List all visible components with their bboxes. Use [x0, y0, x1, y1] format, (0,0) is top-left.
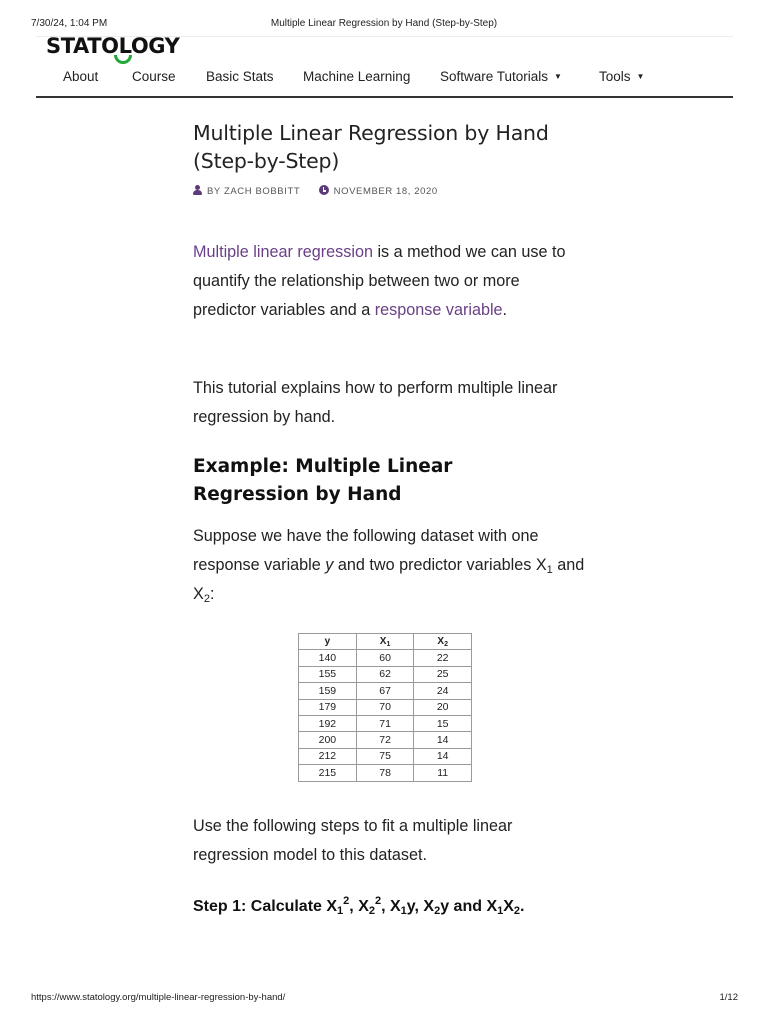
variable-y: y — [325, 556, 334, 574]
subscript: 1 — [546, 564, 553, 576]
column-header-y — [299, 634, 357, 650]
multiple-linear-regression-link[interactable]: Multiple linear regression — [193, 243, 373, 261]
subscript: 1 — [400, 905, 407, 917]
subscript: 1 — [497, 905, 504, 917]
post-date: NOVEMBER 18, 2020 — [333, 186, 438, 197]
table-cell: 25 — [414, 666, 472, 682]
table-cell: 75 — [356, 748, 414, 764]
subscript: 1 — [337, 905, 344, 917]
table-row — [299, 765, 472, 781]
step-text: , X — [381, 898, 401, 915]
post-meta — [193, 185, 438, 199]
table-cell: 71 — [356, 715, 414, 731]
table-cell: 78 — [356, 765, 414, 781]
subscript: 2 — [368, 905, 375, 917]
header-base: X — [379, 636, 387, 648]
print-header — [0, 18, 768, 32]
superscript: 2 — [374, 895, 382, 907]
nav-item-label: Software Tutorials — [440, 69, 549, 84]
table-cell: 22 — [414, 650, 472, 666]
table-cell: 200 — [299, 732, 357, 748]
nav-item-about[interactable] — [63, 69, 98, 84]
nav-item-label: Basic Stats — [206, 69, 274, 84]
nav-item-course[interactable] — [132, 69, 176, 84]
chevron-down-icon: ▼ — [554, 72, 562, 81]
header-subscript: 2 — [444, 641, 448, 649]
step-text: y and X — [440, 898, 498, 915]
table-row — [299, 732, 472, 748]
dataset-text: Suppose we have the following dataset with one response variable — [193, 527, 539, 574]
header-base: X — [437, 636, 445, 648]
step-text: , X — [349, 898, 369, 915]
table-cell: 72 — [356, 732, 414, 748]
dataset-paragraph — [193, 522, 585, 609]
nav-item-basic-stats[interactable] — [206, 69, 274, 84]
table-row — [299, 666, 472, 682]
response-variable-link[interactable]: response variable — [374, 301, 503, 319]
print-url: https://www.statology.org/multiple-linear-regression-by-hand/ — [31, 992, 286, 1003]
nav-item-label: Course — [132, 69, 176, 84]
table-cell: 67 — [356, 683, 414, 699]
table-cell: 60 — [356, 650, 414, 666]
site-logo[interactable]: STATOLOGY — [46, 34, 180, 58]
header-base: y — [324, 636, 331, 648]
table-row — [299, 748, 472, 764]
nav-item-label: Machine Learning — [303, 69, 411, 84]
header-subscript: 1 — [386, 641, 391, 649]
step-text: . — [520, 898, 525, 915]
table-cell: 179 — [299, 699, 357, 715]
site-header — [36, 36, 733, 98]
post-author[interactable]: BY ZACH BOBBITT — [207, 186, 301, 197]
dataset-table — [298, 633, 472, 782]
nav-item-machine-learning[interactable] — [303, 69, 410, 84]
superscript: 2 — [343, 895, 350, 907]
intro-text-end: . — [502, 301, 508, 319]
step-text: X — [503, 898, 514, 915]
example-heading: Example: Multiple Linear Regression by Hand — [193, 456, 453, 505]
table-cell: 20 — [414, 699, 472, 715]
post-title: Multiple Linear Regression by Hand (Step-by-Step) — [193, 121, 549, 173]
table-cell: 70 — [356, 699, 414, 715]
print-page-number: 1/12 — [719, 992, 738, 1003]
subscript: 2 — [513, 905, 521, 917]
subscript: 2 — [434, 905, 441, 917]
table-row — [299, 699, 472, 715]
table-cell: 14 — [414, 748, 472, 764]
dataset-text: and two predictor variables X — [333, 556, 547, 574]
step-1-heading — [193, 892, 593, 921]
intro-paragraph — [193, 238, 585, 325]
dataset-text: : — [209, 585, 215, 603]
clock-icon — [319, 185, 329, 195]
table-cell: 11 — [414, 765, 472, 781]
table-cell: 159 — [299, 683, 357, 699]
nav-item-tools[interactable] — [599, 69, 644, 84]
table-cell: 24 — [414, 683, 472, 699]
nav-item-label: About — [63, 69, 99, 84]
table-row — [299, 683, 472, 699]
print-footer — [0, 992, 768, 1006]
table-cell: 155 — [299, 666, 357, 682]
table-row — [299, 715, 472, 731]
table-cell: 14 — [414, 732, 472, 748]
column-header-x2 — [414, 634, 472, 650]
table-row — [299, 650, 472, 666]
nav-item-software-tutorials[interactable] — [440, 69, 562, 84]
logo-smile-mark — [114, 55, 132, 64]
step-text: Step 1: Calculate X — [193, 898, 338, 915]
column-header-x1 — [356, 634, 414, 650]
print-datetime: 7/30/24, 1:04 PM — [31, 18, 108, 29]
nav-item-label: Tools — [599, 69, 631, 84]
chevron-down-icon: ▼ — [636, 72, 645, 81]
table-cell: 15 — [414, 715, 472, 731]
table-cell: 192 — [299, 715, 357, 731]
table-header-row — [299, 634, 472, 650]
step-text: y, X — [406, 898, 435, 915]
table-cell: 140 — [299, 650, 357, 666]
table-cell: 62 — [356, 666, 414, 682]
table-cell: 215 — [299, 765, 357, 781]
main-nav — [36, 69, 733, 91]
intro-text: is a method we can use to quantify the relationship between two or more predictor variables and a — [193, 243, 566, 319]
subscript: 2 — [203, 593, 210, 605]
table-cell: 212 — [299, 748, 357, 764]
dataset-text: and X — [193, 556, 585, 603]
tutorial-paragraph: This tutorial explains how to perform multiple linear regression by hand. — [193, 379, 558, 426]
print-page-title: Multiple Linear Regression by Hand (Step-by-Step) — [270, 18, 498, 29]
user-icon — [193, 185, 202, 195]
steps-paragraph: Use the following steps to fit a multiple linear regression model to this dataset. — [193, 817, 513, 864]
